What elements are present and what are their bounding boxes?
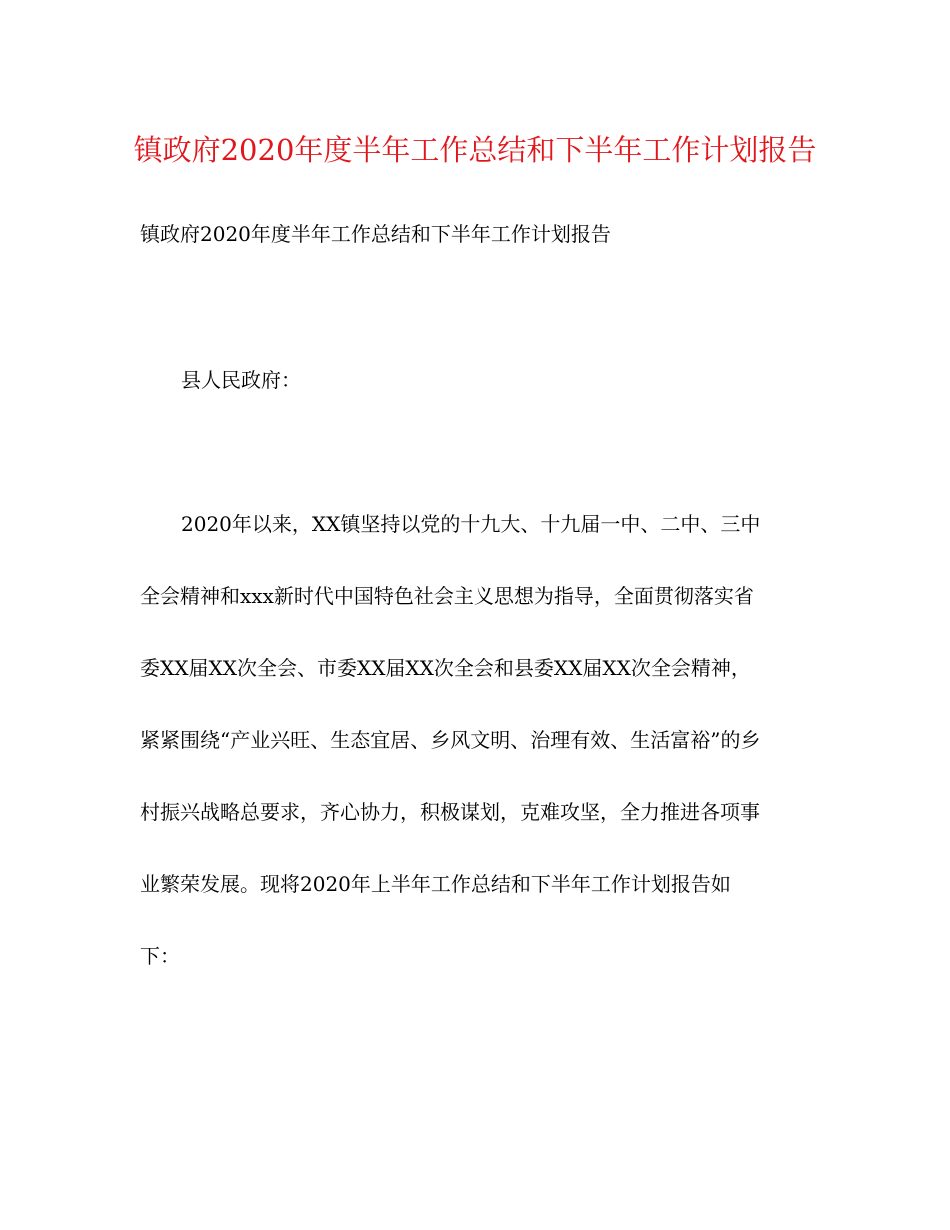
salutation: 县人民政府： (181, 368, 301, 392)
body-line: 村振兴战略总要求，齐心协力，积极谋划，克难攻坚，全力推进各项事 (140, 800, 760, 824)
body-line: 全会精神和xxx新时代中国特色社会主义思想为指导，全面贯彻落实省 (140, 584, 754, 608)
body-line: 紧紧围绕“产业兴旺、生态宜居、乡风文明、治理有效、生活富裕”的乡 (140, 728, 761, 752)
body-line: 2020年以来，XX镇坚持以党的十九大、十九届一中、二中、三中 (181, 512, 761, 536)
body-line: 委XX届XX次全会、市委XX届XX次全会和县委XX届XX次全会精神， (140, 656, 751, 680)
body-line: 业繁荣发展。现将2020年上半年工作总结和下半年工作计划报告如 (140, 872, 731, 896)
body-line: 下： (140, 944, 180, 968)
document-subtitle: 镇政府2020年度半年工作总结和下半年工作计划报告 (140, 222, 611, 246)
document-title: 镇政府2020年度半年工作总结和下半年工作计划报告 (133, 133, 817, 167)
